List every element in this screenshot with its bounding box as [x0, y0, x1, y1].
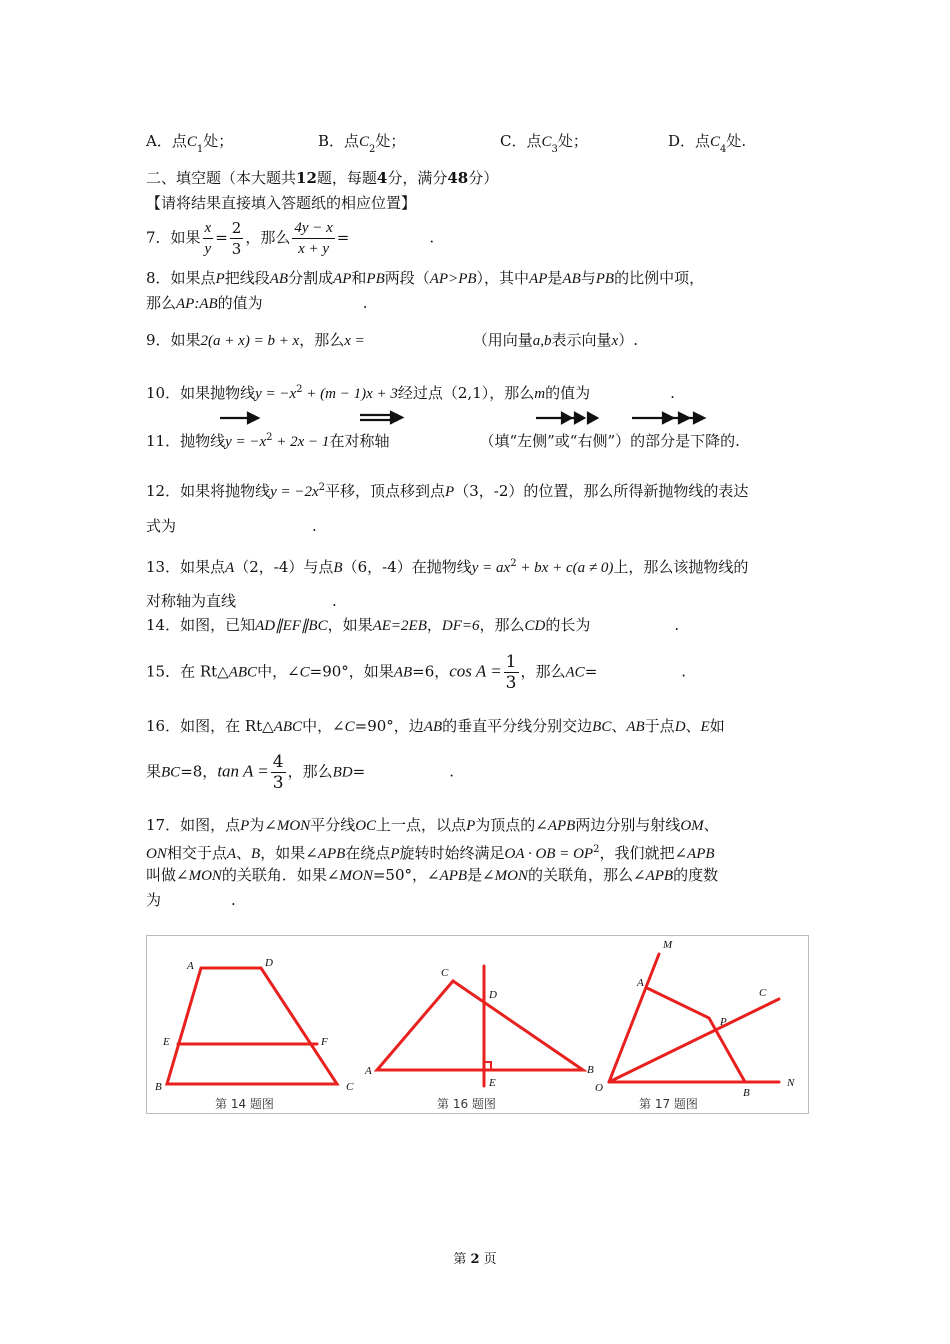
page-footer: 第 2 页	[453, 1252, 497, 1267]
label-14-a: A	[187, 960, 194, 972]
option-d: D．点$C_4$处.	[668, 132, 747, 155]
question-17-line1: 17．如图，点P为∠MON平分线OC上一点，以点P为顶点的∠APB两边分别与射线OM、	[146, 816, 719, 834]
question-8-line1: 8．如果点P把线段AB分割成AP和PB两段（AP>PB），其中AP是AB与PB的比例中项，	[146, 269, 705, 287]
option-b: B．点$C_2$处；	[318, 132, 406, 155]
question-7: 7．如果 $\frac{x}{y}$ = $\frac{2}{3}$ ，那么 $\frac{4y - x}{x + y}$ = .	[146, 219, 435, 258]
figure-16-shape	[377, 966, 583, 1086]
figures-svg	[147, 936, 808, 1113]
question-12-line1: 12．如果将抛物线$y = -2x^2$平移，顶点移到点P（3，-2）的位置，那么所得新抛物线的表达	[146, 482, 749, 500]
label-17-a: A	[637, 977, 644, 989]
label-17-c: C	[759, 987, 767, 999]
question-9: 9．如果2(a + x) = b + x，那么x = （用向量a,b表示向量x）.	[146, 331, 638, 349]
label-16-e: E	[489, 1077, 496, 1089]
label-16-d: D	[489, 989, 497, 1001]
question-13-line2: 对称轴为直线 .	[146, 592, 337, 610]
label-17-o: O	[595, 1082, 603, 1094]
label-17-b: B	[743, 1087, 750, 1099]
figure-17-shape	[609, 954, 779, 1082]
vector-arrows	[0, 405, 950, 430]
label-14-d: D	[265, 957, 273, 969]
figure-panel	[146, 935, 809, 1114]
label-14-b: B	[155, 1081, 162, 1093]
label-16-c: C	[441, 967, 449, 979]
option-c: C．点$C_3$处；	[500, 132, 588, 155]
caption-fig-14: 第 14 题图	[215, 1097, 274, 1111]
label-16-a: A	[365, 1065, 372, 1077]
caption-fig-16: 第 16 题图	[437, 1097, 496, 1111]
question-12-line2: 式为 .	[146, 517, 317, 535]
question-17-line3: 叫做∠MON的关联角．如果∠MON=50°，∠APB是∠MON的关联角，那么∠APB的度数	[146, 866, 719, 884]
option-a: A．点$C_1$处；	[146, 132, 234, 155]
question-10: 10．如果抛物线$y = -x^2 + (m - 1)x + 3$经过点（2,1），那么m的值为 .	[146, 384, 675, 402]
label-17-m: M	[663, 939, 673, 951]
caption-fig-17: 第 17 题图	[639, 1097, 698, 1111]
label-14-e: E	[163, 1036, 170, 1048]
question-15: 15．在 Rt△ABC中，∠C=90°，如果AB=6，cos A = $\frac{1}{3}$ ，那么AC= .	[146, 652, 687, 693]
question-17-line4: 为 .	[146, 891, 236, 909]
question-8-line2: 那么AP:AB的值为 .	[146, 294, 368, 312]
label-17-n: N	[787, 1077, 795, 1089]
question-16-line1: 16．如图，在 Rt△ABC中，∠C=90°，边AB的垂直平分线分别交边BC、AB于点D、E如	[146, 717, 725, 735]
question-16-line2: 果BC=8，tan A = $\frac{4}{3}$ ，那么BD= .	[146, 752, 454, 793]
question-13-line1: 13．如果点A（2，-4）与点B（6，-4）在抛物线$y = ax^2$ + bx + c(a ≠ 0)上，那么该抛物线的	[146, 558, 749, 576]
question-14: 14．如图，已知AD∥EF∥BC，如果AE=2EB，DF=6，那么CD的长为 .	[146, 616, 680, 634]
figure-14-shape	[167, 968, 337, 1084]
question-17-line2: ON相交于点A、B，如果∠APB在绕点P旋转时始终满足OA · OB = $OP^2$，我们就把∠APB	[146, 844, 715, 862]
label-14-c: C	[346, 1081, 354, 1093]
label-16-b: B	[587, 1064, 594, 1076]
question-11: 11．抛物线$y = -x^2 + 2x - 1$在对称轴 （填“左侧”或“右侧”）的部分是下降的.	[146, 432, 740, 450]
label-17-p: P	[720, 1016, 727, 1028]
section-note: 【请将结果直接填入答题纸的相应位置】	[146, 194, 417, 212]
label-14-f: F	[321, 1036, 328, 1048]
section-title: 二、填空题（本大题共12题，每题4分，满分48分）	[146, 169, 499, 187]
